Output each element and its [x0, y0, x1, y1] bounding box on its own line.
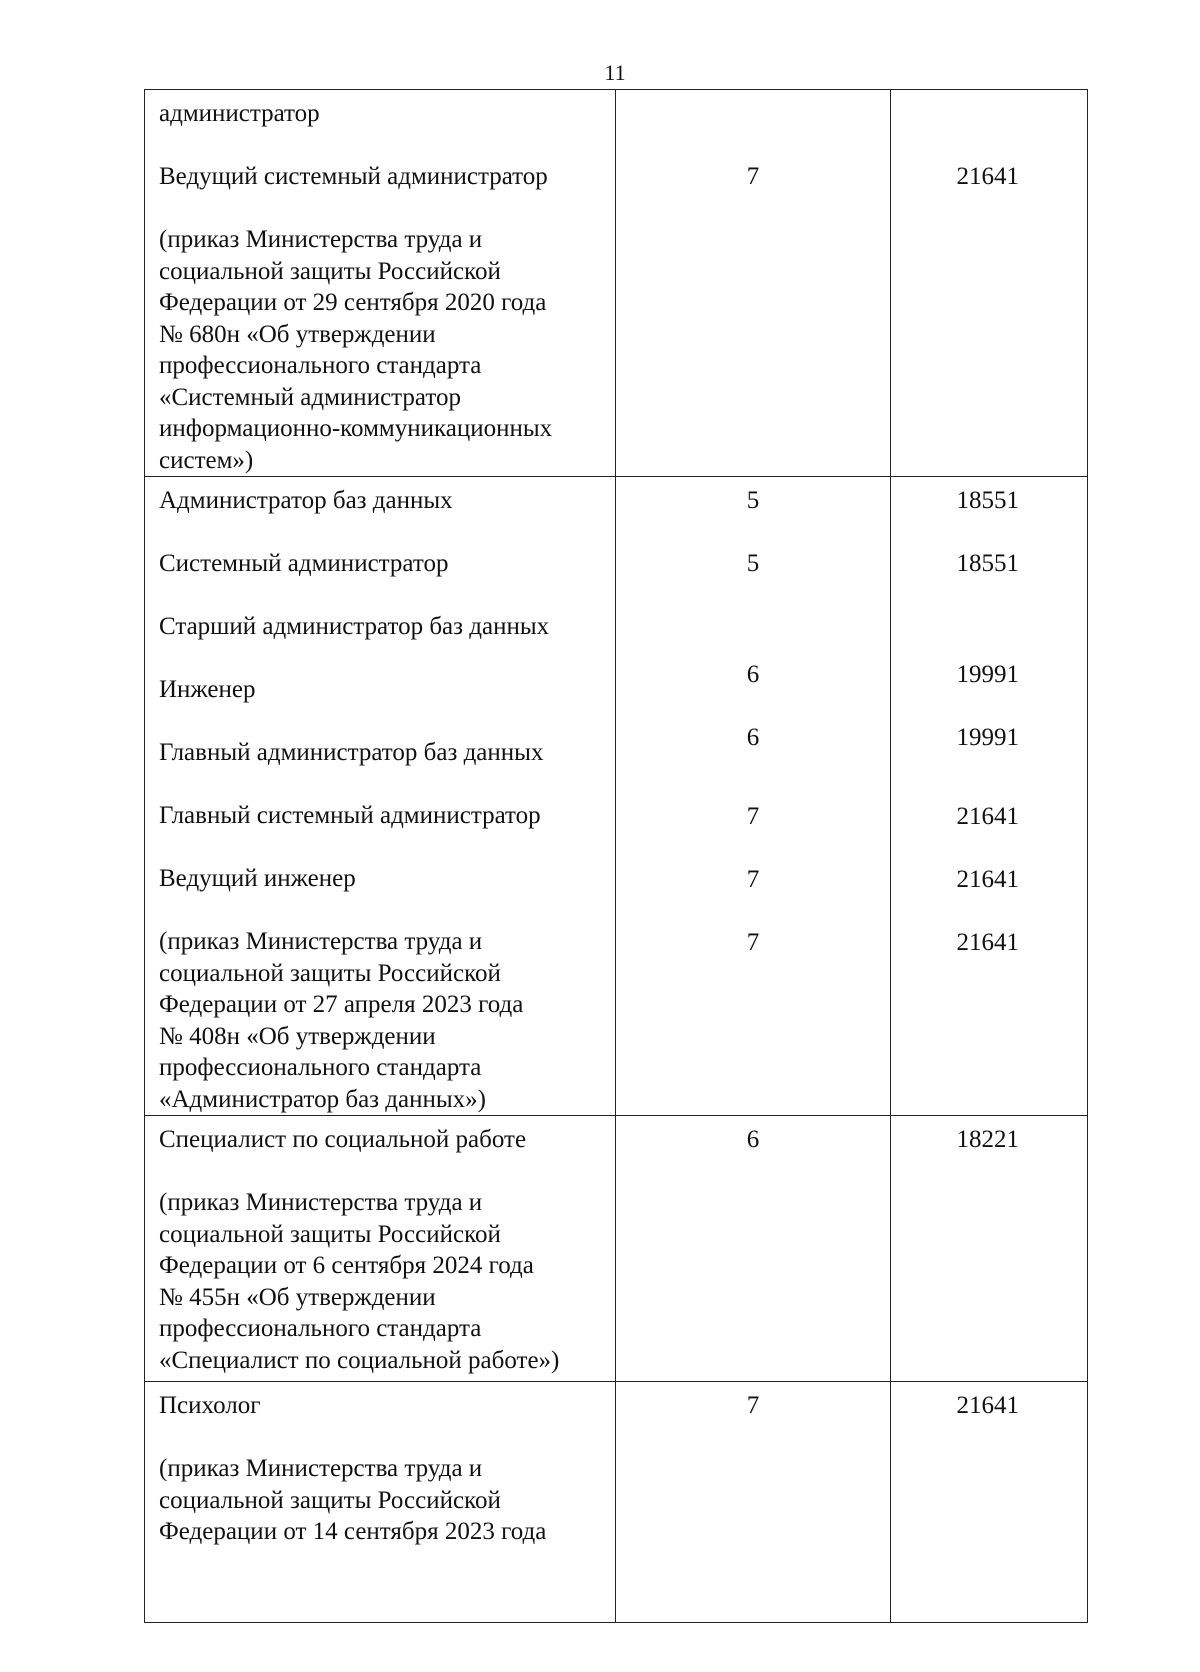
order-line: «Системный администратор	[159, 383, 461, 411]
order-line: информационно-коммуникационных	[159, 415, 553, 442]
table-row	[145, 1382, 1088, 1623]
salary-value: 18221	[956, 1126, 1019, 1153]
order-line: Федерации от 27 апреля 2023 года	[159, 991, 524, 1018]
position-title: Психолог	[159, 1392, 261, 1419]
position-title: Ведущий системный администратор	[159, 163, 548, 190]
salary-cell	[891, 1116, 1088, 1382]
order-line: (приказ Министерства труда и	[159, 226, 483, 253]
position-title: Системный администратор	[159, 550, 449, 577]
qualification-level: 7	[746, 865, 760, 893]
qualification-level: 5	[746, 487, 760, 514]
level-cell	[616, 477, 891, 1116]
salary-cell	[891, 90, 1088, 477]
position-title: Ведущий инженер	[159, 865, 356, 892]
order-line: (приказ Министерства труда и	[159, 1189, 483, 1216]
position-title: Специалист по социальной работе	[159, 1126, 527, 1153]
salary-value: 21641	[956, 802, 1019, 830]
salary-value: 21641	[956, 865, 1019, 893]
salary-value: 18551	[956, 550, 1019, 577]
table-row	[145, 1116, 1088, 1382]
order-line: (приказ Министерства труда и	[159, 1455, 483, 1482]
salary-value: 19991	[956, 660, 1019, 688]
position-title: Администратор баз данных	[159, 487, 453, 514]
qualification-level: 7	[746, 802, 760, 830]
order-line: профессионального стандарта	[159, 352, 482, 379]
position-title: Инженер	[159, 676, 256, 703]
salary-value: 21641	[956, 163, 1019, 190]
salary-value: 21641	[956, 1392, 1019, 1419]
salary-value: 18551	[956, 487, 1019, 514]
order-line: «Специалист по социальной работе»)	[159, 1346, 560, 1374]
level-cell	[616, 90, 891, 477]
position-title: администратор	[159, 100, 320, 127]
qualification-level: 6	[746, 1126, 760, 1153]
order-line: профессионального стандарта	[159, 1315, 482, 1342]
qualification-level: 7	[746, 928, 760, 956]
position-cell	[145, 477, 616, 1116]
order-line: № 408н «Об утверждении	[159, 1022, 436, 1050]
position-cell	[145, 90, 616, 477]
qualification-level: 7	[746, 163, 760, 190]
position-cell	[145, 1382, 616, 1623]
order-line: систем»)	[159, 446, 254, 474]
order-line: Федерации от 29 сентября 2020 года	[159, 289, 547, 316]
order-line: социальной защиты Российской	[159, 1220, 501, 1248]
order-line: Федерации от 6 сентября 2024 года	[159, 1252, 534, 1279]
salary-cell	[891, 477, 1088, 1116]
salary-cell	[891, 1382, 1088, 1623]
level-cell	[616, 1382, 891, 1623]
position-title: Старший администратор баз данных	[159, 613, 550, 640]
salary-value: 19991	[956, 723, 1019, 751]
order-line: социальной защиты Российской	[159, 257, 501, 285]
salary-table	[144, 89, 1088, 1623]
order-line: профессионального стандарта	[159, 1054, 482, 1081]
order-line: № 680н «Об утверждении	[159, 320, 436, 348]
qualification-level: 7	[746, 1392, 760, 1419]
qualification-level: 5	[746, 550, 760, 577]
order-line: Федерации от 14 сентября 2023 года	[159, 1518, 547, 1545]
qualification-level: 6	[746, 723, 760, 751]
position-title: Главный администратор баз данных	[159, 739, 544, 766]
order-line: социальной защиты Российской	[159, 959, 501, 987]
qualification-level: 6	[746, 660, 760, 688]
level-cell	[616, 1116, 891, 1382]
salary-value: 21641	[956, 928, 1019, 956]
order-line: социальной защиты Российской	[159, 1486, 501, 1514]
page-number: 11	[604, 60, 626, 85]
order-line: «Администратор баз данных»)	[159, 1085, 486, 1113]
table-row	[145, 90, 1088, 477]
table-row	[145, 477, 1088, 1116]
order-line: (приказ Министерства труда и	[159, 928, 483, 955]
position-title: Главный системный администратор	[159, 802, 541, 829]
order-line: № 455н «Об утверждении	[159, 1283, 436, 1311]
position-cell	[145, 1116, 616, 1382]
